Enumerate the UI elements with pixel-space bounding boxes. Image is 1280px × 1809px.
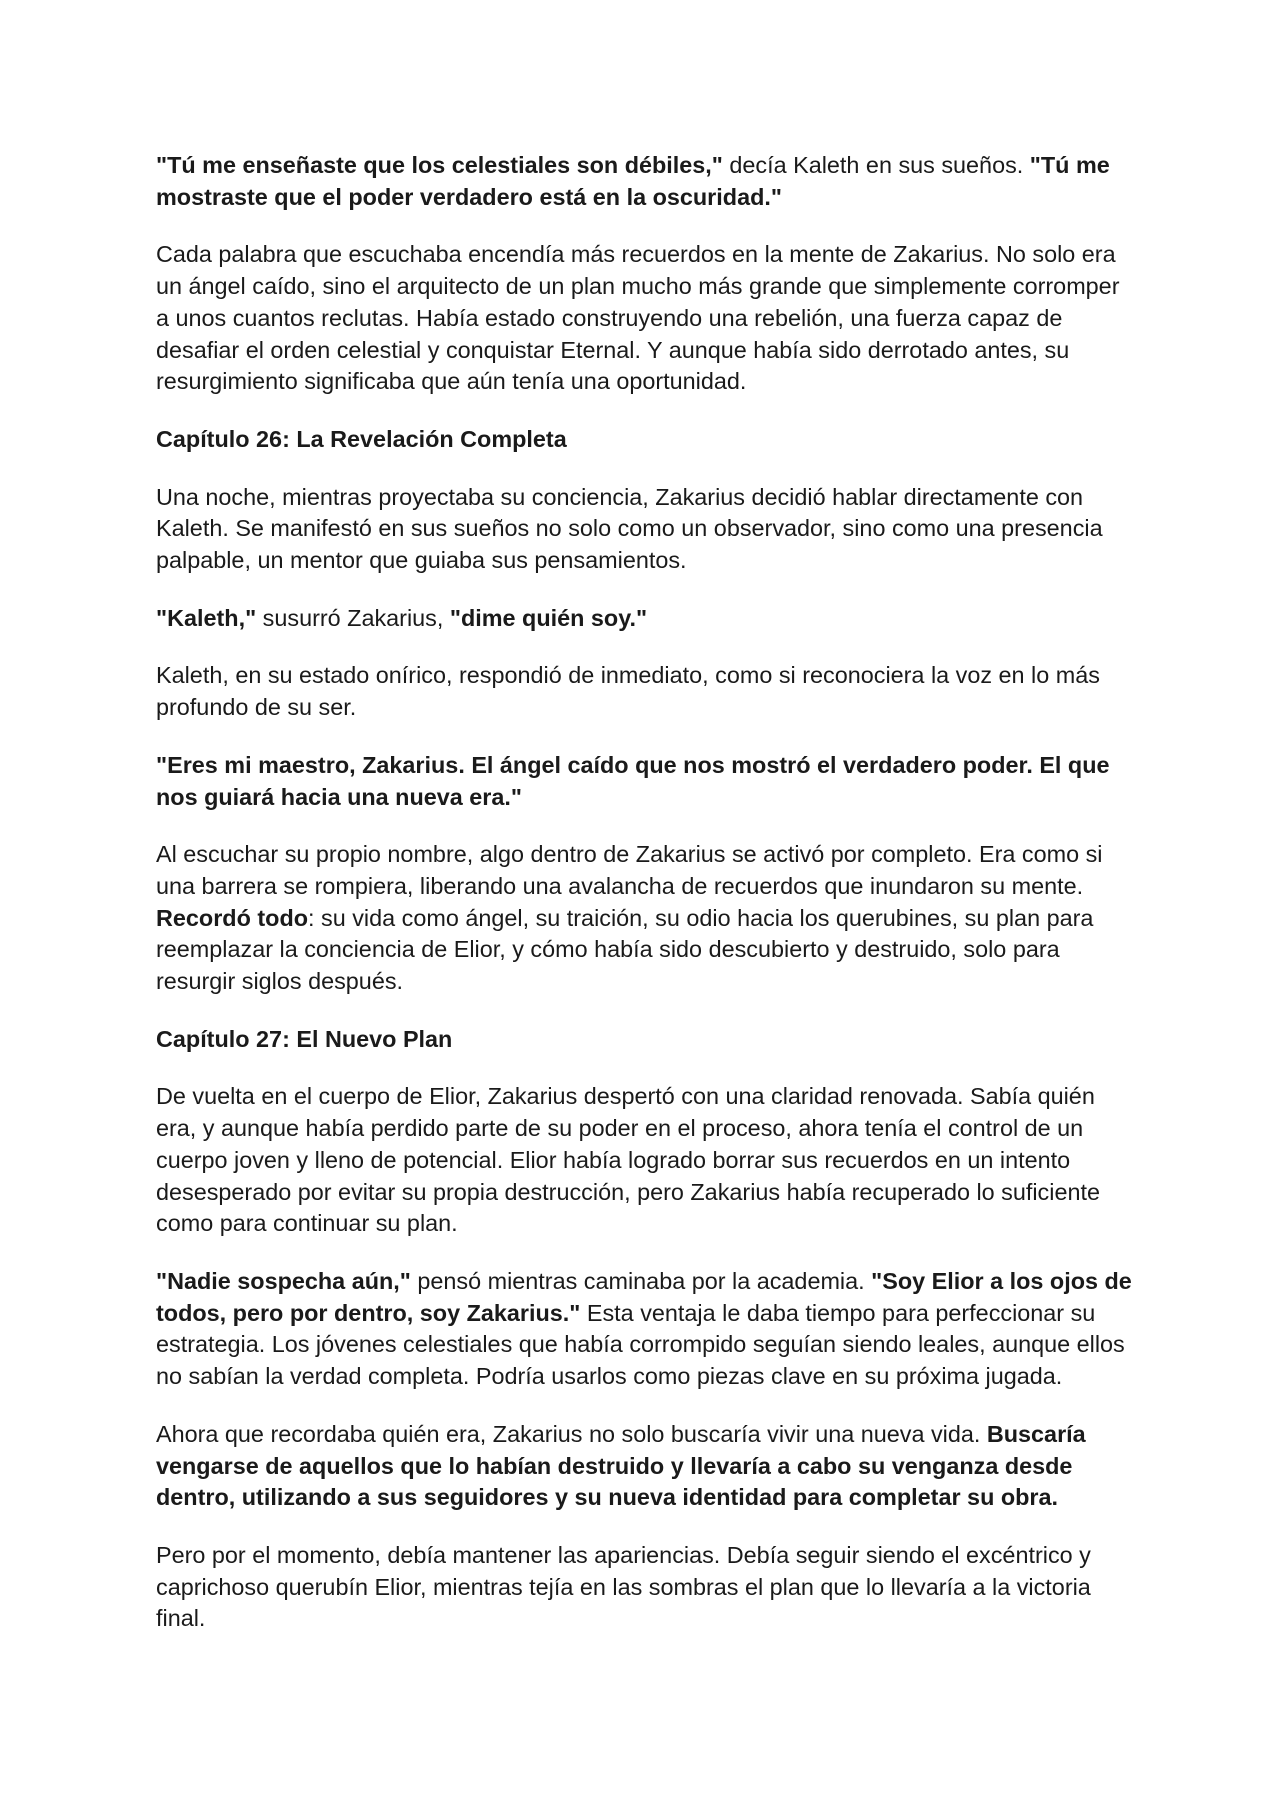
paragraph-whisper [156, 603, 1136, 635]
paragraph-memories: Cada palabra que escuchaba encendía más recuerdos en la mente de Zakarius. No solo era un ángel caído, sino el arquitecto de un plan mucho más grande que simplemente corromper a unos cuantos reclutas. Había estado construyendo una rebelión, una fuerza capaz de desafiar el orden celestial y conquistar Eternal. Y aunque había sido derrotado antes, su resurgimiento significaba que aún tenía una oportunidad. [156, 241, 1120, 395]
narration-text: susurró Zakarius, [256, 604, 450, 631]
quote-bold: "Soy Elior a los ojos de todos, pero por dentro, soy Zakarius." [156, 1267, 1132, 1326]
paragraph-appearances: Pero por el momento, debía mantener las apariencias. Debía seguir siendo el excéntrico y caprichoso querubín Elior, mientras tejía en las sombras el plan que lo llevaría a la victoria final. [156, 1541, 1091, 1632]
narration-text: Al escuchar su propio nombre, algo dentro de Zakarius se activó por completo. Era como si una barrera se rompiera, liberando una avalancha de recuerdos que inundaron su mente. [156, 841, 1103, 899]
document-page [156, 150, 1136, 1661]
chapter-27-heading: Capítulo 27: El Nuevo Plan [156, 1025, 453, 1052]
quote-bold: "Kaleth," [156, 604, 257, 631]
narration-text: pensó mientras caminaba por la academia. [410, 1267, 872, 1294]
paragraph-remembered [156, 839, 1136, 998]
emphasis-bold: Recordó todo [156, 904, 309, 931]
quote-bold: "dime quién soy." [449, 604, 648, 631]
chapter-26-heading: Capítulo 26: La Revelación Completa [156, 425, 567, 452]
narration-text: : su vida como ángel, su traición, su odio hacia los querubines, su plan para reemplazar la conciencia de Elior, y cómo había sido descubierto y destruido, solo para resurgir siglos después. [156, 904, 1094, 995]
narration-text: Esta ventaja le daba tiempo para perfeccionar su estrategia. Los jóvenes celestiales que había corrompido seguían siendo leales, aunque ellos no sabían la verdad completa. Podría usarlos como piezas clave en su próxima jugada. [156, 1299, 1125, 1390]
paragraph-kaleth-response: Kaleth, en su estado onírico, respondió de inmediato, como si reconociera la voz en lo más profundo de su ser. [156, 662, 1100, 721]
paragraph-kaleth-dream [156, 150, 1136, 213]
paragraph-master-quote: "Eres mi maestro, Zakarius. El ángel caído que nos mostró el verdadero poder. El que nos guiará hacia una nueva era." [156, 751, 1110, 810]
paragraph-nobody-suspects [156, 1266, 1136, 1393]
paragraph-back-in-body: De vuelta en el cuerpo de Elior, Zakarius despertó con una claridad renovada. Sabía quién era, y aunque había perdido parte de su poder en el proceso, ahora tenía el control de un cuerpo joven y lleno de potencial. Elior había logrado borrar sus recuerdos en un intento desesperado por evitar su propia destrucción, pero Zakarius había recuperado lo suficiente como para continuar su plan. [156, 1083, 1100, 1237]
paragraph-revenge [156, 1419, 1136, 1514]
quote-bold: "Tú me mostraste que el poder verdadero está en la oscuridad." [156, 152, 1110, 210]
narration-text: Ahora que recordaba quién era, Zakarius no solo buscaría vivir una nueva vida. [156, 1420, 987, 1447]
emphasis-bold: Buscaría vengarse de aquellos que lo habían destruido y llevaría a cabo su venganza desde dentro, utilizando a sus seguidores y su nueva identidad para completar su obra. [156, 1420, 1086, 1511]
paragraph-one-night: Una noche, mientras proyectaba su conciencia, Zakarius decidió hablar directamente con Kaleth. Se manifestó en sus sueños no solo como un observador, sino como una presencia palpable, un mentor que guiaba sus pensamientos. [156, 483, 1103, 574]
narration-text: decía Kaleth en sus sueños. [722, 152, 1030, 178]
quote-bold: "Nadie sospecha aún," [156, 1267, 411, 1294]
quote-bold: "Tú me enseñaste que los celestiales son débiles," [156, 152, 723, 178]
